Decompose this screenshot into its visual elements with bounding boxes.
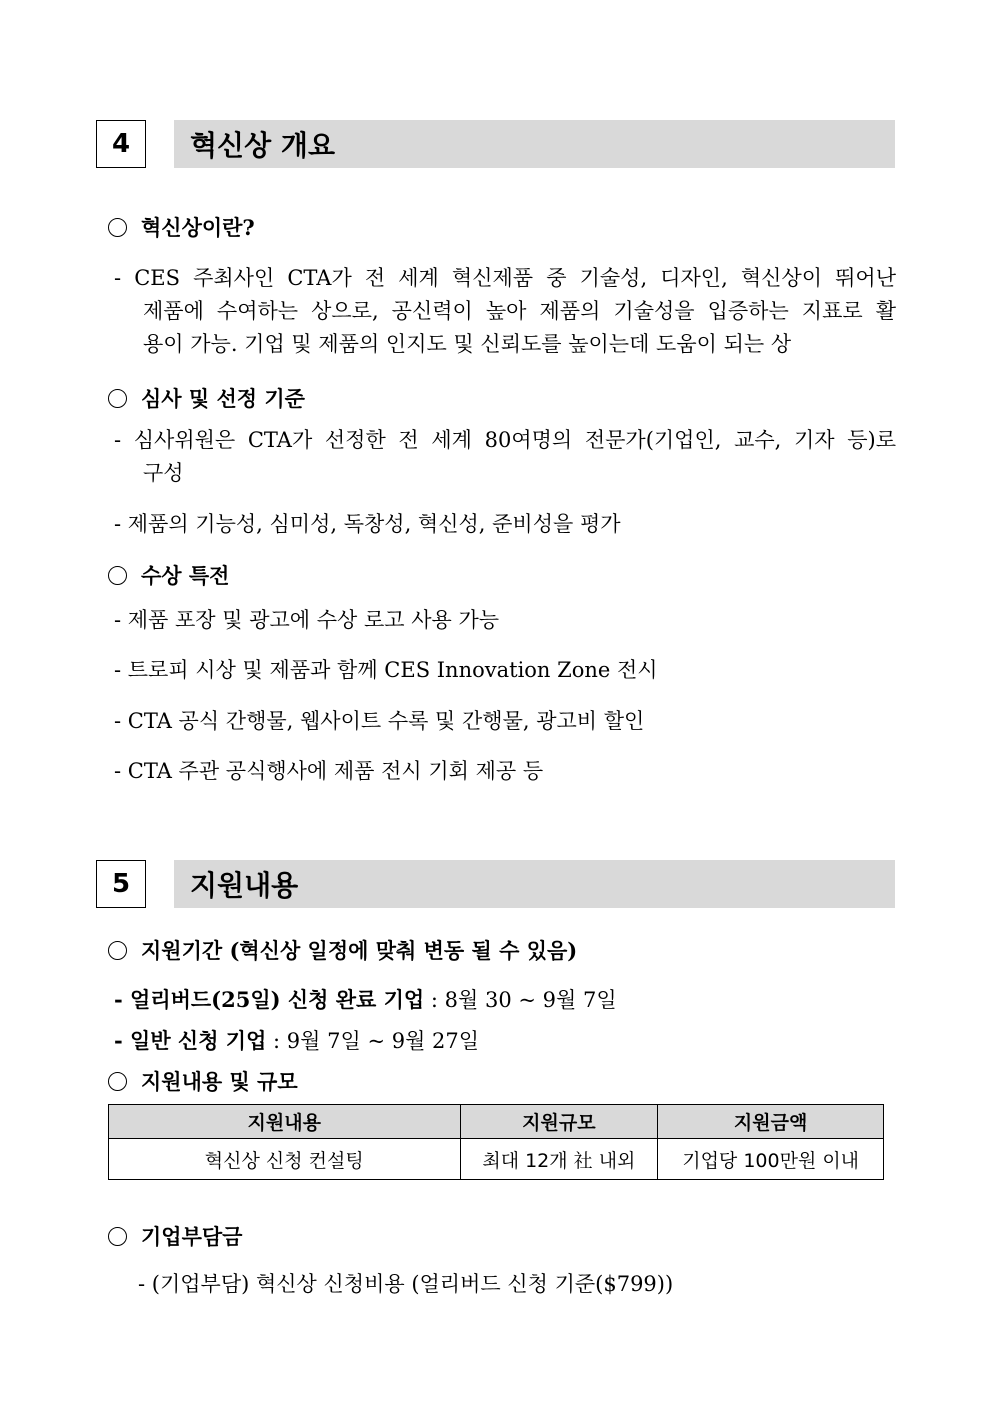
benefit-item: - 제품 포장 및 광고에 수상 로고 사용 가능 — [114, 608, 500, 632]
subheading-company-burden — [108, 1221, 242, 1251]
table-row — [109, 1139, 884, 1180]
paragraph-line: 제품에 수여하는 상으로, 공신력이 높아 제품의 기술성을 입증하는 지표로 활 — [143, 299, 896, 323]
circle-bullet-icon — [108, 1072, 127, 1091]
criteria-item-2: - 제품의 기능성, 심미성, 독창성, 혁신성, 준비성을 평가 — [114, 512, 621, 536]
table-cell: 최대 12개 社 내외 — [460, 1139, 658, 1180]
circle-bullet-icon — [108, 941, 127, 960]
criteria-item-1 — [114, 424, 896, 490]
paragraph-line: 구성 — [143, 461, 184, 485]
table-cell: 혁신상 신청 컨설팅 — [109, 1139, 461, 1180]
dash: - — [114, 1028, 131, 1053]
circle-bullet-icon — [108, 389, 127, 408]
paragraph-line: 용이 가능. 기업 및 제품의 인지도 및 신뢰도를 높이는데 도움이 되는 상 — [143, 332, 792, 356]
general-dates: : 9월 7일 ~ 9월 27일 — [266, 1029, 480, 1053]
circle-bullet-icon — [108, 218, 127, 237]
early-bird-dates: : 8월 30 ~ 9월 7일 — [424, 988, 617, 1012]
section-number-4: 4 — [96, 120, 146, 168]
subheading-criteria — [108, 383, 305, 413]
column-header: 지원금액 — [658, 1105, 884, 1139]
subheading-benefits — [108, 560, 229, 590]
subheading-text: 혁신상이란? — [141, 215, 255, 240]
section-title-4: 혁신상 개요 — [174, 120, 895, 168]
table-cell: 기업당 100만원 이내 — [658, 1139, 884, 1180]
subheading-support-period — [108, 935, 577, 965]
company-burden-item: - (기업부담) 혁신상 신청비용 (얼리버드 신청 기준($799)) — [138, 1272, 674, 1296]
early-bird-label: 얼리버드(25일) 신청 완료 기업 — [130, 987, 425, 1012]
circle-bullet-icon — [108, 1227, 127, 1246]
general-period — [114, 1025, 479, 1055]
benefit-item: - 트로피 시상 및 제품과 함께 CES Innovation Zone 전시 — [114, 658, 658, 682]
subheading-text: 지원내용 및 규모 — [141, 1069, 298, 1094]
table-header-row — [109, 1105, 884, 1139]
dash: - — [114, 987, 131, 1012]
paragraph-line: - CES 주최사인 CTA가 전 세계 혁신제품 중 기술성, 디자인, 혁신상이 뛰어난 — [114, 266, 896, 290]
benefit-item: - CTA 주관 공식행사에 제품 전시 기회 제공 등 — [114, 759, 544, 783]
subheading-text: 기업부담금 — [141, 1224, 243, 1249]
subheading-text: 심사 및 선정 기준 — [141, 386, 305, 411]
section-number-5: 5 — [96, 860, 146, 908]
subheading-support-scope — [108, 1066, 298, 1096]
circle-bullet-icon — [108, 566, 127, 585]
subheading-text: 지원기간 (혁신상 일정에 맞춰 변동 될 수 있음) — [141, 938, 578, 963]
subheading-what-is-award — [108, 212, 255, 242]
early-bird-period — [114, 984, 617, 1014]
general-label: 일반 신청 기업 — [130, 1028, 267, 1053]
subheading-text: 수상 특전 — [141, 563, 230, 588]
support-table — [108, 1104, 884, 1180]
what-is-award-paragraph — [114, 262, 896, 361]
paragraph-line: - 심사위원은 CTA가 선정한 전 세계 80여명의 전문가(기업인, 교수, 기자 등)로 — [114, 428, 896, 452]
benefit-item: - CTA 공식 간행물, 웹사이트 수록 및 간행물, 광고비 할인 — [114, 709, 645, 733]
section-title-5: 지원내용 — [174, 860, 895, 908]
column-header: 지원내용 — [109, 1105, 461, 1139]
column-header: 지원규모 — [460, 1105, 658, 1139]
